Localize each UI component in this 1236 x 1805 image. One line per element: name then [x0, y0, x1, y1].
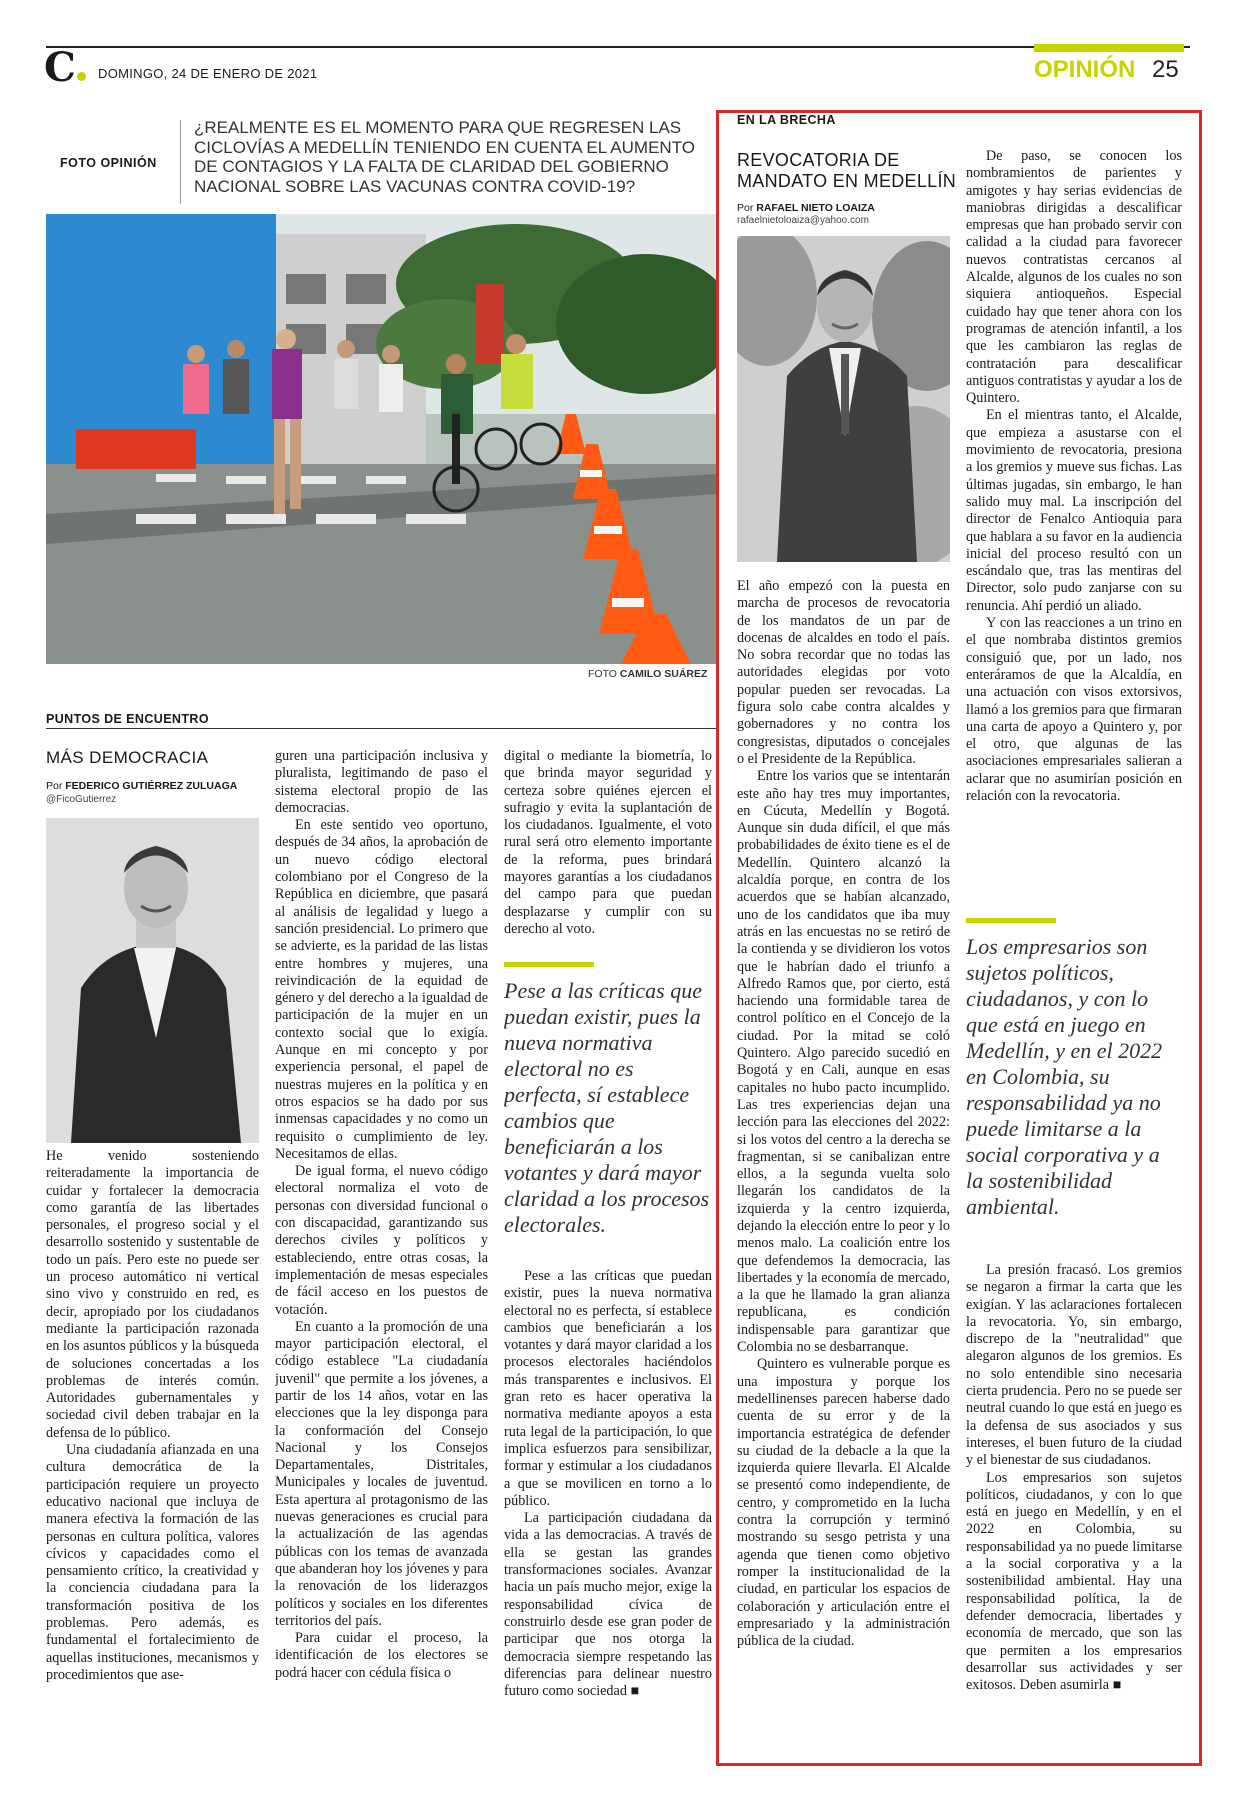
author-portrait [46, 818, 259, 1143]
section-name: OPINIÓN [1034, 56, 1136, 83]
author-twitter: @FicoGutierrez [46, 794, 117, 805]
paragraph: Quintero es vulnerable porque es una impostura y porque los medellinenses parecen haberse dado cuenta de su error y de la importancia estratégica de defender su ciudad de la debacle a la que la izquierda quiere llevarla. El Alcalde se presentó como independiente, de centro, y comprometido en la lucha contra la corrupción y terminó mostrando su sesgo petrista y una agenda que tienen como objetivo romper la institucionalidad de la ciudad, en particular los espacios de colaboración y articulación entre el empresariado y la administración pública de la ciudad. [737, 1356, 950, 1650]
article-column-3-top [504, 748, 712, 938]
ciclovia-photo-illustration [46, 214, 716, 664]
brecha-author-email: rafaelnietoloaiza@yahoo.com [737, 215, 869, 226]
ciclovia-photo [46, 214, 716, 664]
brecha-pull-quote: Los empresarios son sujetos políticos, ciudadanos, y con lo que está en juego en Medellín, y en el 2022 en Colombia, su responsabilidad ya no puede limitarse a la social corporativa y a la sostenibilidad ambiental. [966, 934, 1163, 1219]
paragraph: Y con las reacciones a un trino en el que nombraba distintos gremios consiguió que, por un lado, nos enteráramos de que la Alcaldía, en una actuación con visos extorsivos, llamó a los gremios para que firmaran una carta de apoyo a Quintero y, por el otro, que algunas de las asociaciones empresariales salieran a aclarar que no asumirían posición en relación con la revocatoria. [966, 615, 1182, 804]
brecha-column-2-top [966, 148, 1182, 888]
pull-quote-bar [504, 962, 594, 967]
paragraph: Entre los varios que se intentarán este año hay tres muy importantes, en Cúcuta, Medellín y Bogotá. Aunque sin duda difícil, el que más probabilidades de éxito tiene es el de Medellín. Quintero alcanzó la alcaldía porque, en contra de los acuerdos que se habían alcanzado, uno de los candidatos que iba muy atrás en las encuestas no se retiró de la contienda y se dividieron los votos que le habrían dado el triunfo a Alfredo Ramos que, por cierto, está haciendo una formidable tarea de control político en el Concejo de la ciudad. Por la mitad se coló Quintero. Algo parecido sucedió en Bogotá y en Cali, aunque en esas capitales no hubo pacto incumplido. Las tres experiencias dejan una lección para las elecciones del 2022: si los votos del centro a la derecha se fragmentan, si se canibalizan entre ellos, a la segunda vuelta solo llegarán los candidatos de la izquierda y la centro izquierda, dejando la elección entre lo peor y lo menos malo. La coalición entre los que defendemos la democracia, las libertades y la economía de mercado, a la que he llamado la gran alianza republicana, es condición indispensable para garantizar que Colombia no se desbarranque. [737, 768, 950, 1356]
paragraph: He venido sosteniendo reiteradamente la importancia de cuidar y fortalecer la democracia como garantía de las libertades personales, el progreso social y el desarrollo sostenido y sustentable de todo un país. Pero este no puede ser un proceso automático ni vertical sino vivo y construido en red, es decir, apropiado por los ciudadanos mediante la participación razonada en los asuntos públicos y la búsqueda de soluciones concertadas a los problemas de interés común. Autoridades gubernamentales y sociedad civil deben trabajar en la defensa de lo público. [46, 1148, 259, 1441]
header-rule [46, 46, 1190, 48]
brecha-author-portrait-illustration [737, 236, 950, 562]
edition-date: DOMINGO, 24 DE ENERO DE 2021 [98, 66, 318, 81]
paragraph: En este sentido veo oportuno, después de 34 años, la aprobación de un nuevo código electoral colombiano por el Congreso de la República en diciembre, que pasará al análisis de legalidad y luego a sanción presidencial. Lo primero que se advierte, es la paridad de las listas entre hombres y mujeres, una reivindicación de la equidad de género y del derecho a la igualdad de participación de la mujer en un contexto social que lo exigía. Aunque en mi concepto y por experiencia personal, el papel de nuestras mujeres en la política y en otros espacios se ha dado por sus inmensas capacidades y no como un requisito o cumplimiento de ley. Necesitamos de ellas. [275, 817, 488, 1162]
paragraph: digital o mediante la biometría, lo que brinda mayor seguridad y certeza sobre quiénes ejercen el sufragio y evita la suplantación de los ciudadanos. Igualmente, el voto rural será otro elemento importante de la reforma, pues brindará mayores garantías a los ciudadanos del campo para que puedan desplazarse y cumplir con su derecho al voto. [504, 748, 712, 937]
article-column-3-bottom [504, 1268, 712, 1760]
paragraph: Los empresarios son sujetos políticos, ciudadanos, y con lo que está en juego en Medellín, y en el 2022 en Colombia, su responsabilidad ya no puede limitarse a la social corporativa y a la sostenibilidad ambiental. Hay una responsabilidad política, la de defender democracia, libertades y economía de mercado, que son las que permiten a los empresarios desarrollar sus actividades y ser exitosos. Deben asumirla ■ [966, 1469, 1182, 1694]
brecha-article-title: REVOCATORIA DE MANDATO EN MEDELLÍN [737, 150, 957, 191]
foto-opinion-question: ¿REALMENTE ES EL MOMENTO PARA QUE REGRESEN LAS CICLOVÍAS A MEDELLÍN TENIENDO EN CUENTA EL AUMENTO DE CONTAGIOS Y LA FALTA DE CLARIDAD DEL GOBIERNO NACIONAL SOBRE LAS VACUNAS CONTRA COVID-19? [194, 118, 696, 196]
photo-credit: FOTO CAMILO SUÁREZ [588, 668, 708, 680]
article-column-2 [275, 748, 488, 1760]
brecha-column-1 [737, 578, 950, 1748]
section-accent-bar [1034, 44, 1184, 52]
paragraph: En cuanto a la promoción de una mayor participación electoral, el código establece "La ciudadanía juvenil" que permite a los jóvenes, a partir de los 14 años, votar en las elecciones que la ley disponga para la conformación del Consejo Nacional y los Consejos Departamentales, Distritales, Municipales y locales de juventud. Esta apertura al protagonismo de las nuevas generaciones es crucial para la actualización de las agendas públicas con los temas de avanzada que abanderan hoy los jóvenes y para la renovación de los liderazgos políticos y sociales en los diferentes territorios del país. [275, 1318, 488, 1629]
newspaper-logo: C [44, 48, 86, 88]
paragraph: El año empezó con la puesta en marcha de procesos de revocatoria de los mandatos de un par de docenas de alcaldes en todo el país. No sobra recordar que no todas las autoridades elegidas por voto popular pueden ser revocadas. La figura solo cabe contra alcaldes y gobernadores y no contra los congresistas, diputados o concejales o el Presidente de la República. [737, 578, 950, 767]
logo-dot [77, 72, 86, 81]
paragraph: De paso, se conocen los nombramientos de parientes y amigotes y hay serias evidencias de maniobras dirigidas a descalificar empresas que han probado servir con calidad a la ciudad para favorecer nuevos contratistas cercanos al Alcalde, algunos de los cuales no son siquiera antioqueños. Especial cuidado hay que tener ahora con los programas de atención infantil, a los que les cambiaron las reglas de contratación para descalificar antiguos contratistas y ayudar a los de Quintero. [966, 148, 1182, 407]
paragraph: guren una participación inclusiva y pluralista, legitimando de paso el sistema electoral propio de las democracias. [275, 748, 488, 816]
brecha-byline: Por RAFAEL NIETO LOAIZA [737, 202, 875, 214]
brecha-pull-quote-bar [966, 918, 1056, 923]
paragraph: Una ciudadanía afianzada en una cultura democrática de la participación requiere un proyecto educativo nacional que incluya de manera efectiva la formación de las personas en cultura política, valores cívicos y capacidades como el pensamiento crítico, la creatividad y la conciencia ciudadana para la transformación positiva de los problemas. Pero además, es fundamental el fortalecimiento de aquellas instituciones, mecanismos y procedimientos que ase- [46, 1442, 259, 1683]
author-portrait-illustration [46, 818, 259, 1143]
article-column-1 [46, 1148, 259, 1760]
article-title: MÁS DEMOCRACIA [46, 748, 209, 767]
column-section-rule [46, 728, 716, 729]
brecha-column-2-bottom [966, 1262, 1182, 1748]
foto-opinion-divider [180, 120, 181, 204]
paragraph: Para cuidar el proceso, la identificación de los electores se podrá hacer con cédula física o [275, 1630, 488, 1681]
column-section-label: PUNTOS DE ENCUENTRO [46, 712, 209, 726]
brecha-section-label: EN LA BRECHA [737, 113, 836, 127]
brecha-author-portrait [737, 236, 950, 562]
paragraph: En el mientras tanto, el Alcalde, que empieza a asustarse con el movimiento de revocatoria, presiona a los gremios y mueve sus fichas. Las últimas jugadas, sin embargo, le han salido muy mal. La inscripción del director de Fenalco Antioquia para que hablara a su favor en la audiencia inicial del proceso resultó con un escándalo que, tras las mentiras del Director, solo pudo zanjarse con su renuncia. Ahí perdió un aliado. [966, 407, 1182, 614]
page-number: 25 [1152, 56, 1179, 83]
article-byline: Por FEDERICO GUTIÉRREZ ZULUAGA [46, 780, 238, 792]
paragraph: Pese a las críticas que puedan existir, pues la nueva normativa electoral no es perfecta, sí establece cambios que beneficiarán a los votantes y dará mayor claridad a los procesos electorales haciéndolos más transparentes e inclusivos. El gran reto es hacer operativa la normativa mediante apoyos a esta ruta legal de la participación, lo que implica esfuerzos para sensibilizar, formar y estimular a los ciudadanos a que se movilicen en torno a lo público. [504, 1268, 712, 1509]
foto-opinion-label: FOTO OPINIÓN [60, 156, 157, 170]
paragraph: De igual forma, el nuevo código electoral normaliza el voto de personas con diversidad funcional o con discapacidad, garantizando sus derechos civiles y políticos y estableciendo, entre otras cosas, la implementación de mesas especiales de fácil acceso en los puestos de votación. [275, 1163, 488, 1318]
paragraph: La participación ciudadana da vida a las democracias. A través de ella se gestan las grandes transformaciones sociales. Avanzar hacia un país mucho mejor, exige la responsabilidad cívica de construirlo desde ese gran poder de participar que nos otorga la democracia siempre respetando las diferencias para delinear nuestro futuro como sociedad ■ [504, 1510, 712, 1700]
paragraph: La presión fracasó. Los gremios se negaron a firmar la carta que les exigían. Y las aclaraciones fortalecen la revocatoria. Yo, sin embargo, discrepo de la "neutralidad" que alegaron algunos de los gremios. Es no solo entendible sino necesaria cierta prudencia. Pero no se puede ser neutral cuando lo que está en juego es la defensa de sus asociados y sus intereses, el buen futuro de la ciudad y el bienestar de sus ciudadanos. [966, 1262, 1182, 1469]
pull-quote: Pese a las críticas que puedan existir, pues la nueva normativa electoral no es perfecta, sí establece cambios que beneficiarán a los votantes y dará mayor claridad a los procesos electorales. [504, 978, 710, 1237]
